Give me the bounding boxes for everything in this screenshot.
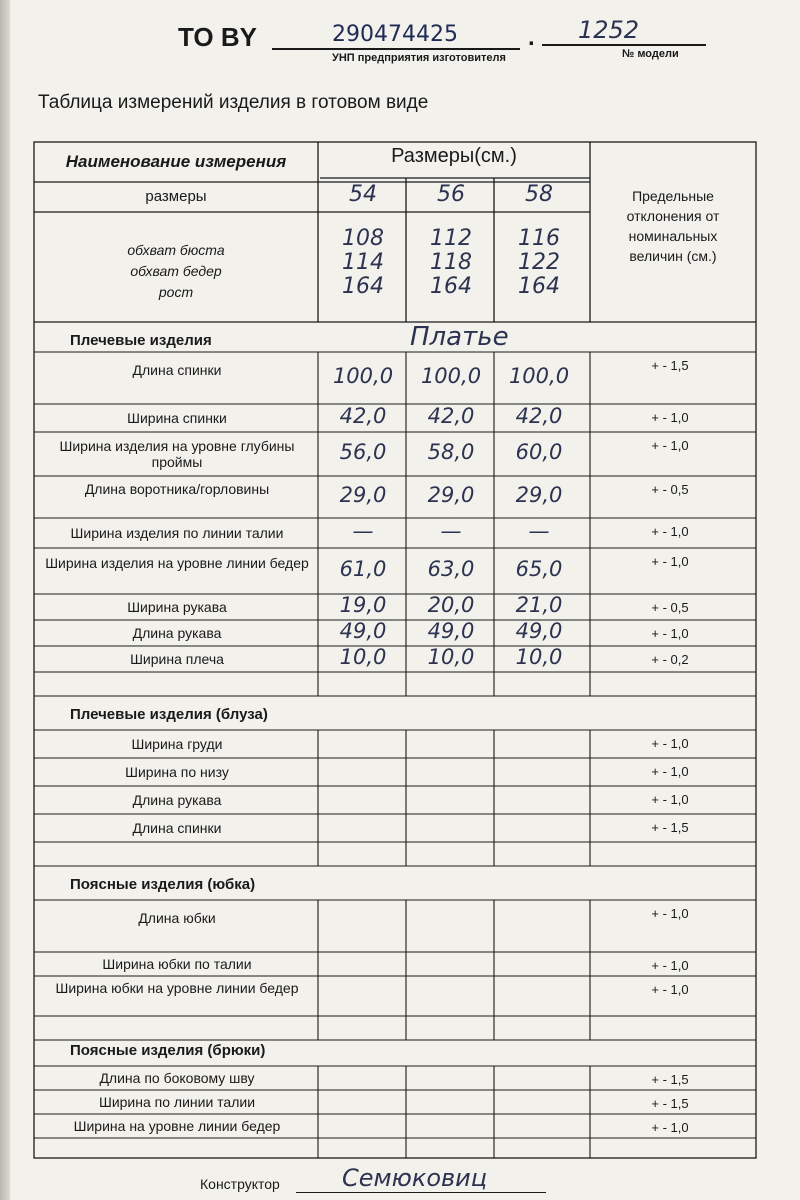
measurement-name: Длина рукава: [132, 625, 222, 641]
size-measurement-value: 100,0: [420, 364, 482, 388]
size-measurement-value: 42,0: [427, 404, 475, 428]
measurement-name: Длина спинки: [132, 362, 222, 378]
measurement-name: Ширина по низу: [125, 764, 229, 780]
size-measurement-value: 10,0: [515, 645, 563, 669]
size-measurement-value: 49,0: [339, 619, 387, 643]
size-measurement-value: 29,0: [427, 483, 475, 507]
measurement-name: Ширина плеча: [130, 651, 224, 667]
to-by-label: TO BY: [178, 22, 257, 52]
size-measurement-value: 19,0: [339, 593, 387, 617]
size-54: 54: [349, 182, 377, 207]
tolerance-value: + - 1,0: [651, 764, 689, 779]
tolerance-value: + - 0,5: [651, 482, 689, 497]
tolerance-value: + - 1,5: [651, 358, 689, 373]
body-param-height: рост: [158, 284, 194, 300]
body-value: 114: [342, 250, 384, 275]
signature-line: [296, 1192, 546, 1193]
page-shadow-edge: [0, 0, 10, 1200]
tolerance-value: + - 1,5: [651, 1096, 689, 1111]
size-measurement-value: 20,0: [427, 593, 475, 617]
document-sheet: [10, 0, 800, 1200]
constructor-label: Конструктор: [200, 1176, 280, 1192]
body-value: 164: [518, 274, 560, 299]
size-measurement-value: 29,0: [339, 483, 387, 507]
size-measurement-value: 100,0: [332, 364, 394, 388]
tolerance-value: + - 1,0: [651, 982, 689, 997]
tolerance-value: + - 1,5: [651, 820, 689, 835]
section-title: Поясные изделия (брюки): [70, 1042, 266, 1059]
tolerance-value: + - 1,0: [651, 736, 689, 751]
size-measurement-value: 63,0: [427, 557, 475, 581]
model-value: 1252: [578, 16, 640, 44]
tolerance-value: + - 1,0: [651, 958, 689, 973]
measurement-name: Длина юбки: [138, 910, 216, 926]
body-value: 112: [430, 226, 472, 251]
garment-type-handwritten: Платье: [410, 322, 509, 352]
measurement-name: Ширина изделия на уровне глубины проймы: [59, 438, 295, 470]
constructor-signature: Семюковиц: [342, 1164, 488, 1192]
header-dot: .: [528, 24, 535, 51]
measurement-name: Ширина рукава: [127, 599, 227, 615]
tolerance-value: + - 1,0: [651, 1120, 689, 1135]
body-value: 116: [518, 226, 560, 251]
size-measurement-value: —: [352, 519, 374, 543]
size-measurement-value: 42,0: [515, 404, 563, 428]
size-measurement-value: 10,0: [339, 645, 387, 669]
unp-caption: УНП предприятия изготовителя: [332, 52, 506, 64]
tolerance-value: + - 0,2: [651, 652, 689, 667]
size-measurement-value: 49,0: [515, 619, 563, 643]
measurement-name: Длина рукава: [132, 792, 222, 808]
size-measurement-value: 49,0: [427, 619, 475, 643]
measurement-name: Ширина изделия по линии талии: [70, 525, 284, 541]
size-measurement-value: 29,0: [515, 483, 563, 507]
measurement-name: Ширина изделия на уровне линии бедер: [45, 555, 309, 571]
tolerance-value: + - 1,0: [651, 906, 689, 921]
size-measurement-value: 21,0: [515, 593, 563, 617]
measurement-name: Длина спинки: [132, 820, 222, 836]
size-measurement-value: 56,0: [339, 440, 387, 464]
body-value: 122: [518, 250, 560, 275]
size-measurement-value: 10,0: [427, 645, 475, 669]
tolerance-value: + - 1,0: [651, 524, 689, 539]
section-title: Поясные изделия (юбка): [70, 876, 256, 893]
measurement-name: Ширина спинки: [127, 410, 227, 426]
size-measurement-value: 60,0: [515, 440, 563, 464]
measurement-name: Длина по боковому шву: [99, 1070, 255, 1086]
name-header: Наименование измерения: [65, 152, 287, 171]
body-param-bust: обхват бюста: [127, 242, 225, 258]
body-value: 164: [430, 274, 472, 299]
measurement-name: Ширина груди: [131, 736, 223, 752]
size-58: 58: [525, 182, 553, 207]
body-value: 164: [342, 274, 384, 299]
unp-value: 290474425: [332, 22, 458, 47]
sizes-label: размеры: [145, 188, 207, 205]
size-measurement-value: 58,0: [427, 440, 475, 464]
body-param-hips: обхват бедер: [130, 263, 222, 279]
tolerance-value: + - 1,0: [651, 410, 689, 425]
tolerance-value: + - 1,0: [651, 626, 689, 641]
body-value: 108: [342, 226, 384, 251]
measurement-name: Ширина на уровне линии бедер: [73, 1118, 281, 1134]
size-measurement-value: —: [440, 519, 462, 543]
tolerance-value: + - 1,0: [651, 438, 689, 453]
sizes-header: Размеры(см.): [391, 145, 517, 167]
body-value: 118: [430, 250, 472, 275]
measurement-name: Ширина по линии талии: [98, 1094, 256, 1110]
section-title: Плечевые изделия (блуза): [70, 706, 268, 723]
page-title: Таблица измерений изделия в готовом виде: [38, 92, 429, 113]
tolerance-value: + - 0,5: [651, 600, 689, 615]
section-title: Плечевые изделия: [70, 332, 212, 349]
tolerance-value: + - 1,0: [651, 792, 689, 807]
deviation-header: Предельные отклонения от номинальных величин (см.): [626, 188, 720, 264]
model-caption: № модели: [622, 48, 679, 60]
size-measurement-value: 42,0: [339, 404, 387, 428]
size-measurement-value: 100,0: [508, 364, 570, 388]
tolerance-value: + - 1,0: [651, 554, 689, 569]
measurement-name: Ширина юбки по талии: [102, 956, 252, 972]
size-measurement-value: —: [528, 519, 550, 543]
size-measurement-value: 65,0: [515, 557, 563, 581]
size-measurement-value: 61,0: [339, 557, 387, 581]
tolerance-value: + - 1,5: [651, 1072, 689, 1087]
size-56: 56: [437, 182, 465, 207]
measurement-name: Длина воротника/горловины: [84, 481, 270, 497]
measurement-name: Ширина юбки на уровне линии бедер: [55, 980, 299, 996]
